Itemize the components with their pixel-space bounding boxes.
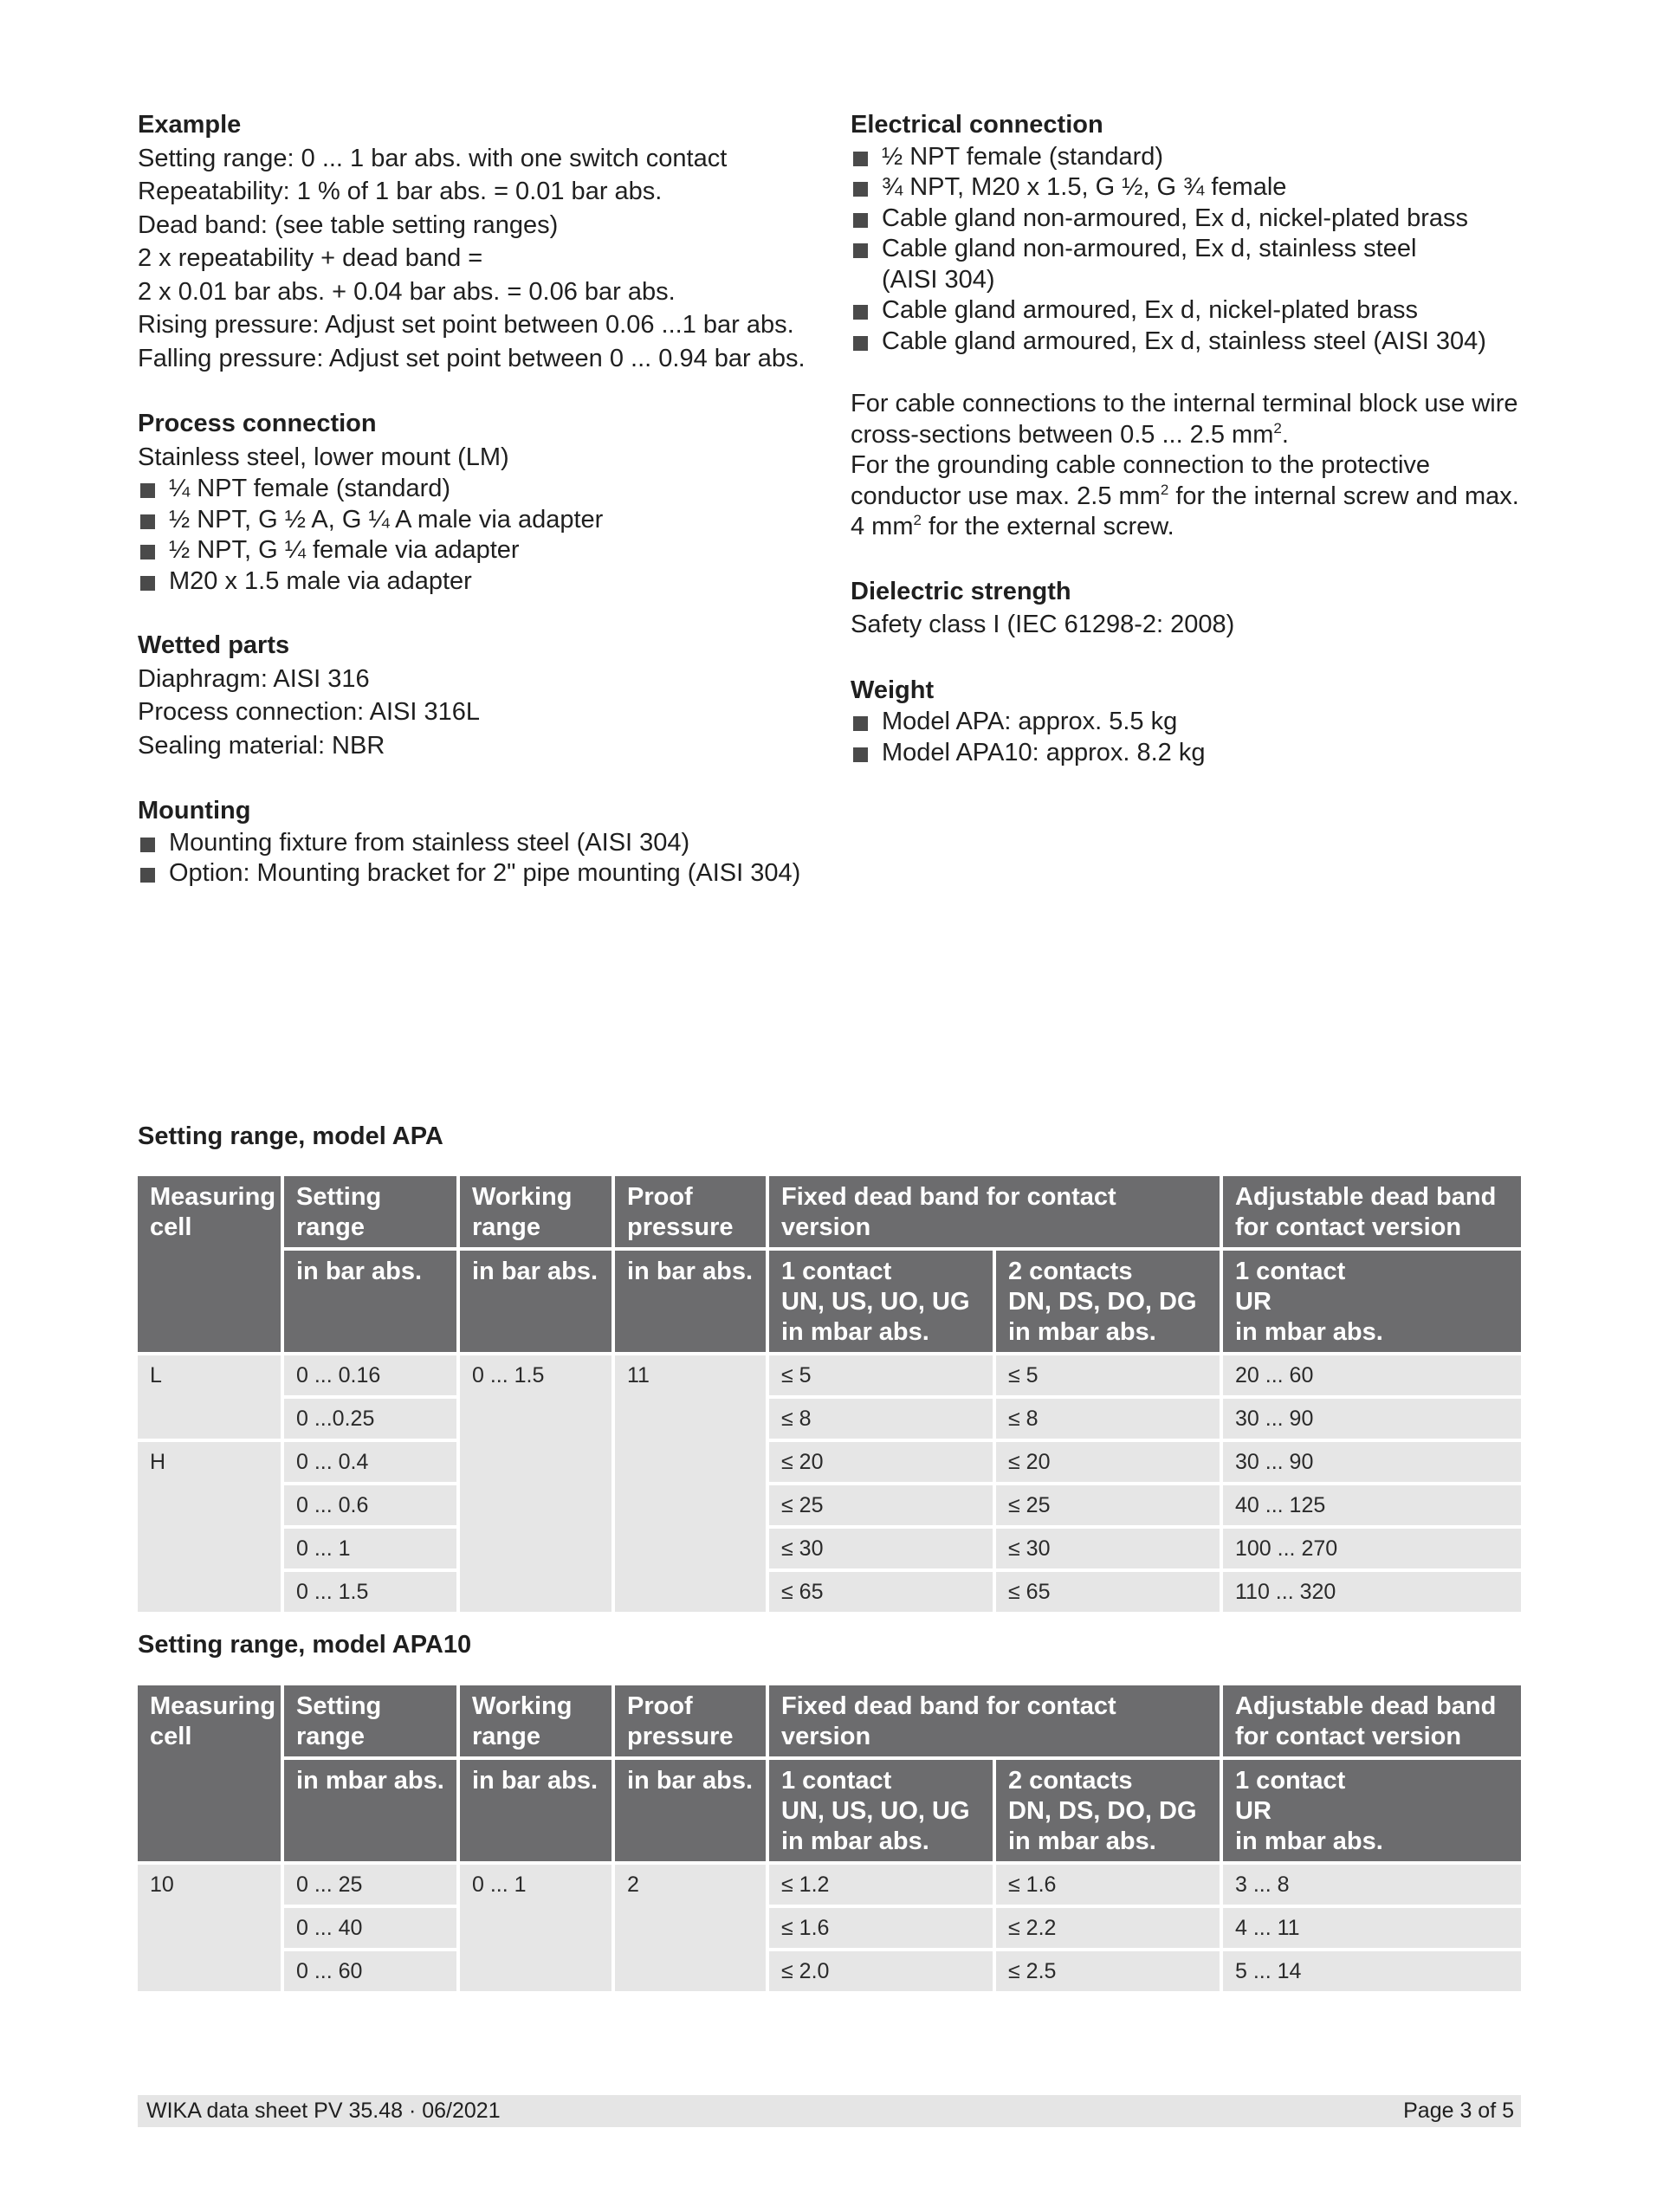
- unit-header: in bar abs.: [460, 1251, 615, 1355]
- fixed-two-contacts-value: ≤ 2.5: [996, 1951, 1223, 1995]
- setting-range-value: 0 ... 1.5: [284, 1572, 460, 1615]
- adjustable-dead-band-header: Adjustable dead band for contact version: [1223, 1685, 1521, 1760]
- one-contact-ur-header: 1 contact UR in mbar abs.: [1223, 1760, 1521, 1865]
- dielectric-section: [851, 575, 1543, 642]
- setting-range-value: 0 ... 0.6: [284, 1485, 460, 1529]
- working-range-value: 0 ... 1.5: [460, 1355, 615, 1615]
- mounting-section: [138, 794, 813, 889]
- dielectric-heading: Dielectric strength: [851, 577, 1071, 605]
- electrical-connection-heading: Electrical connection: [851, 111, 1103, 139]
- one-contact-header: 1 contact UN, US, UO, UG in mbar abs.: [769, 1251, 996, 1355]
- table-row: [138, 1355, 1521, 1399]
- page-footer: [138, 2095, 1521, 2127]
- unit-header: in mbar abs.: [284, 1760, 460, 1865]
- list-item: Cable gland armoured, Ex d, stainless steel (AISI 304): [851, 327, 1543, 358]
- wetted-parts-line: Sealing material: NBR: [138, 731, 385, 760]
- adjustable-value: 4 ... 11: [1223, 1908, 1521, 1951]
- example-line: 2 x 0.01 bar abs. + 0.04 bar abs. = 0.06 bar abs.: [138, 277, 676, 306]
- list-item: ½ NPT, G ½ A, G ¼ A male via adapter: [138, 505, 813, 536]
- adjustable-dead-band-header: Adjustable dead band for contact version: [1223, 1176, 1521, 1251]
- process-connection-section: [138, 407, 813, 597]
- setting-range-value: 0 ... 60: [284, 1951, 460, 1995]
- fixed-one-contact-value: ≤ 1.6: [769, 1908, 996, 1951]
- table-row: [138, 1399, 1521, 1442]
- wetted-parts-section: [138, 629, 813, 762]
- example-line: Rising pressure: Adjust set point between 0.06 ...1 bar abs.: [138, 311, 794, 339]
- proof-pressure-value: 2: [615, 1865, 769, 1995]
- apa10-table-title: Setting range, model APA10: [138, 1631, 472, 1659]
- list-item: Mounting fixture from stainless steel (AISI 304): [138, 828, 813, 859]
- table-header-row: [138, 1176, 1521, 1251]
- setting-range-value: 0 ...0.25: [284, 1399, 460, 1442]
- list-item: Model APA10: approx. 8.2 kg: [851, 738, 1543, 769]
- table-row: [138, 1572, 1521, 1615]
- apa10-setting-range-table: [138, 1685, 1521, 1995]
- electrical-connection-section: [851, 108, 1543, 357]
- unit-header: in bar abs.: [284, 1251, 460, 1355]
- fixed-one-contact-value: ≤ 30: [769, 1529, 996, 1572]
- table-subheader-row: [138, 1760, 1521, 1865]
- table-row: [138, 1529, 1521, 1572]
- wetted-parts-line: Process connection: AISI 316L: [138, 698, 480, 726]
- setting-range-value: 0 ... 25: [284, 1865, 460, 1908]
- mounting-list: [138, 828, 813, 889]
- list-item: Cable gland armoured, Ex d, nickel-plated brass: [851, 295, 1543, 327]
- proof-pressure-header: Proof pressure: [615, 1685, 769, 1760]
- example-line: 2 x repeatability + dead band =: [138, 244, 483, 272]
- adjustable-value: 30 ... 90: [1223, 1442, 1521, 1485]
- list-item: Model APA: approx. 5.5 kg: [851, 707, 1543, 738]
- adjustable-value: 40 ... 125: [1223, 1485, 1521, 1529]
- measuring-cell-value: L: [138, 1355, 284, 1442]
- example-line: Repeatability: 1 % of 1 bar abs. = 0.01 bar abs.: [138, 178, 663, 205]
- page-number: Page 3 of 5: [1403, 2099, 1514, 2123]
- unit-header: in bar abs.: [460, 1760, 615, 1865]
- table-row: [138, 1951, 1521, 1995]
- weight-heading: Weight: [851, 676, 935, 704]
- process-connection-list: [138, 474, 813, 597]
- apa-table-title: Setting range, model APA: [138, 1122, 443, 1150]
- left-column: [138, 108, 813, 922]
- setting-range-value: 0 ... 0.4: [284, 1442, 460, 1485]
- fixed-dead-band-header: Fixed dead band for contact version: [769, 1176, 1223, 1251]
- list-item: ½ NPT, G ¼ female via adapter: [138, 535, 813, 566]
- fixed-one-contact-value: ≤ 1.2: [769, 1865, 996, 1908]
- adjustable-value: 20 ... 60: [1223, 1355, 1521, 1399]
- adjustable-value: 110 ... 320: [1223, 1572, 1521, 1615]
- table-row: [138, 1908, 1521, 1951]
- table-row: [138, 1485, 1521, 1529]
- list-item: ½ NPT female (standard): [851, 142, 1543, 173]
- list-item: Cable gland non-armoured, Ex d, nickel-plated brass: [851, 204, 1543, 235]
- measuring-cell-value: H: [138, 1442, 284, 1615]
- wetted-parts-line: Diaphragm: AISI 316: [138, 664, 370, 693]
- adjustable-value: 3 ... 8: [1223, 1865, 1521, 1908]
- fixed-two-contacts-value: ≤ 1.6: [996, 1865, 1223, 1908]
- process-connection-intro: Stainless steel, lower mount (LM): [138, 443, 509, 471]
- example-section: [138, 108, 813, 375]
- mounting-heading: Mounting: [138, 797, 251, 825]
- working-range-header: Working range: [460, 1176, 615, 1251]
- example-line: Falling pressure: Adjust set point between 0 ... 0.94 bar abs.: [138, 344, 806, 372]
- fixed-one-contact-value: ≤ 8: [769, 1399, 996, 1442]
- process-connection-heading: Process connection: [138, 410, 377, 437]
- list-item: Option: Mounting bracket for 2" pipe mounting (AISI 304): [138, 858, 813, 889]
- table-header-row: [138, 1685, 1521, 1760]
- list-item: ¼ NPT female (standard): [138, 474, 813, 505]
- fixed-one-contact-value: ≤ 2.0: [769, 1951, 996, 1995]
- fixed-two-contacts-value: ≤ 65: [996, 1572, 1223, 1615]
- one-contact-ur-header: 1 contact UR in mbar abs.: [1223, 1251, 1521, 1355]
- measuring-cell-value: 10: [138, 1865, 284, 1995]
- table-subheader-row: [138, 1251, 1521, 1355]
- setting-range-header: Setting range: [284, 1685, 460, 1760]
- fixed-two-contacts-value: ≤ 2.2: [996, 1908, 1223, 1951]
- two-contacts-header: 2 contacts DN, DS, DO, DG in mbar abs.: [996, 1760, 1223, 1865]
- measuring-cell-header: Measuring cell: [138, 1176, 284, 1355]
- two-contacts-header: 2 contacts DN, DS, DO, DG in mbar abs.: [996, 1251, 1223, 1355]
- working-range-value: 0 ... 1: [460, 1865, 615, 1995]
- fixed-dead-band-header: Fixed dead band for contact version: [769, 1685, 1223, 1760]
- fixed-two-contacts-value: ≤ 20: [996, 1442, 1223, 1485]
- cable-paragraph: For cable connections to the internal terminal block use wire cross-sections between 0.5 ... 2.5 $mm^2$.: [851, 390, 1518, 449]
- apa-setting-range-table: [138, 1176, 1521, 1615]
- electrical-connection-list: [851, 142, 1543, 358]
- working-range-header: Working range: [460, 1685, 615, 1760]
- example-line: Setting range: 0 ... 1 bar abs. with one switch contact: [138, 144, 728, 172]
- setting-range-value: 0 ... 0.16: [284, 1355, 460, 1399]
- unit-header: in bar abs.: [615, 1760, 769, 1865]
- table-row: [138, 1442, 1521, 1485]
- fixed-two-contacts-value: ≤ 25: [996, 1485, 1223, 1529]
- cable-section: [851, 389, 1543, 543]
- grounding-paragraph: For the grounding cable connection to the protective conductor use max. 2.5 $mm^2$ for the internal screw and max. 4 $mm^2$ for the external screw.: [851, 451, 1519, 540]
- fixed-two-contacts-value: ≤ 8: [996, 1399, 1223, 1442]
- wetted-parts-heading: Wetted parts: [138, 631, 290, 659]
- weight-list: [851, 707, 1543, 768]
- fixed-one-contact-value: ≤ 5: [769, 1355, 996, 1399]
- fixed-two-contacts-value: ≤ 5: [996, 1355, 1223, 1399]
- right-column: [851, 108, 1543, 800]
- fixed-one-contact-value: ≤ 20: [769, 1442, 996, 1485]
- setting-range-value: 0 ... 40: [284, 1908, 460, 1951]
- list-item: M20 x 1.5 male via adapter: [138, 566, 813, 598]
- unit-header: in bar abs.: [615, 1251, 769, 1355]
- measuring-cell-header: Measuring cell: [138, 1685, 284, 1865]
- fixed-two-contacts-value: ≤ 30: [996, 1529, 1223, 1572]
- list-item: ¾ NPT, M20 x 1.5, G ½, G ¾ female: [851, 172, 1543, 204]
- setting-range-value: 0 ... 1: [284, 1529, 460, 1572]
- proof-pressure-header: Proof pressure: [615, 1176, 769, 1251]
- table-row: [138, 1865, 1521, 1908]
- proof-pressure-value: 11: [615, 1355, 769, 1615]
- fixed-one-contact-value: ≤ 25: [769, 1485, 996, 1529]
- example-heading: Example: [138, 111, 242, 139]
- weight-section: [851, 674, 1543, 769]
- list-item: Cable gland non-armoured, Ex d, stainless steel (AISI 304): [851, 234, 1436, 295]
- adjustable-value: 30 ... 90: [1223, 1399, 1521, 1442]
- adjustable-value: 5 ... 14: [1223, 1951, 1521, 1995]
- setting-range-header: Setting range: [284, 1176, 460, 1251]
- adjustable-value: 100 ... 270: [1223, 1529, 1521, 1572]
- example-line: Dead band: (see table setting ranges): [138, 210, 559, 239]
- dielectric-text: Safety class I (IEC 61298-2: 2008): [851, 611, 1235, 638]
- fixed-one-contact-value: ≤ 65: [769, 1572, 996, 1615]
- one-contact-header: 1 contact UN, US, UO, UG in mbar abs.: [769, 1760, 996, 1865]
- datasheet-reference: WIKA data sheet PV 35.48 · 06/2021: [146, 2099, 501, 2123]
